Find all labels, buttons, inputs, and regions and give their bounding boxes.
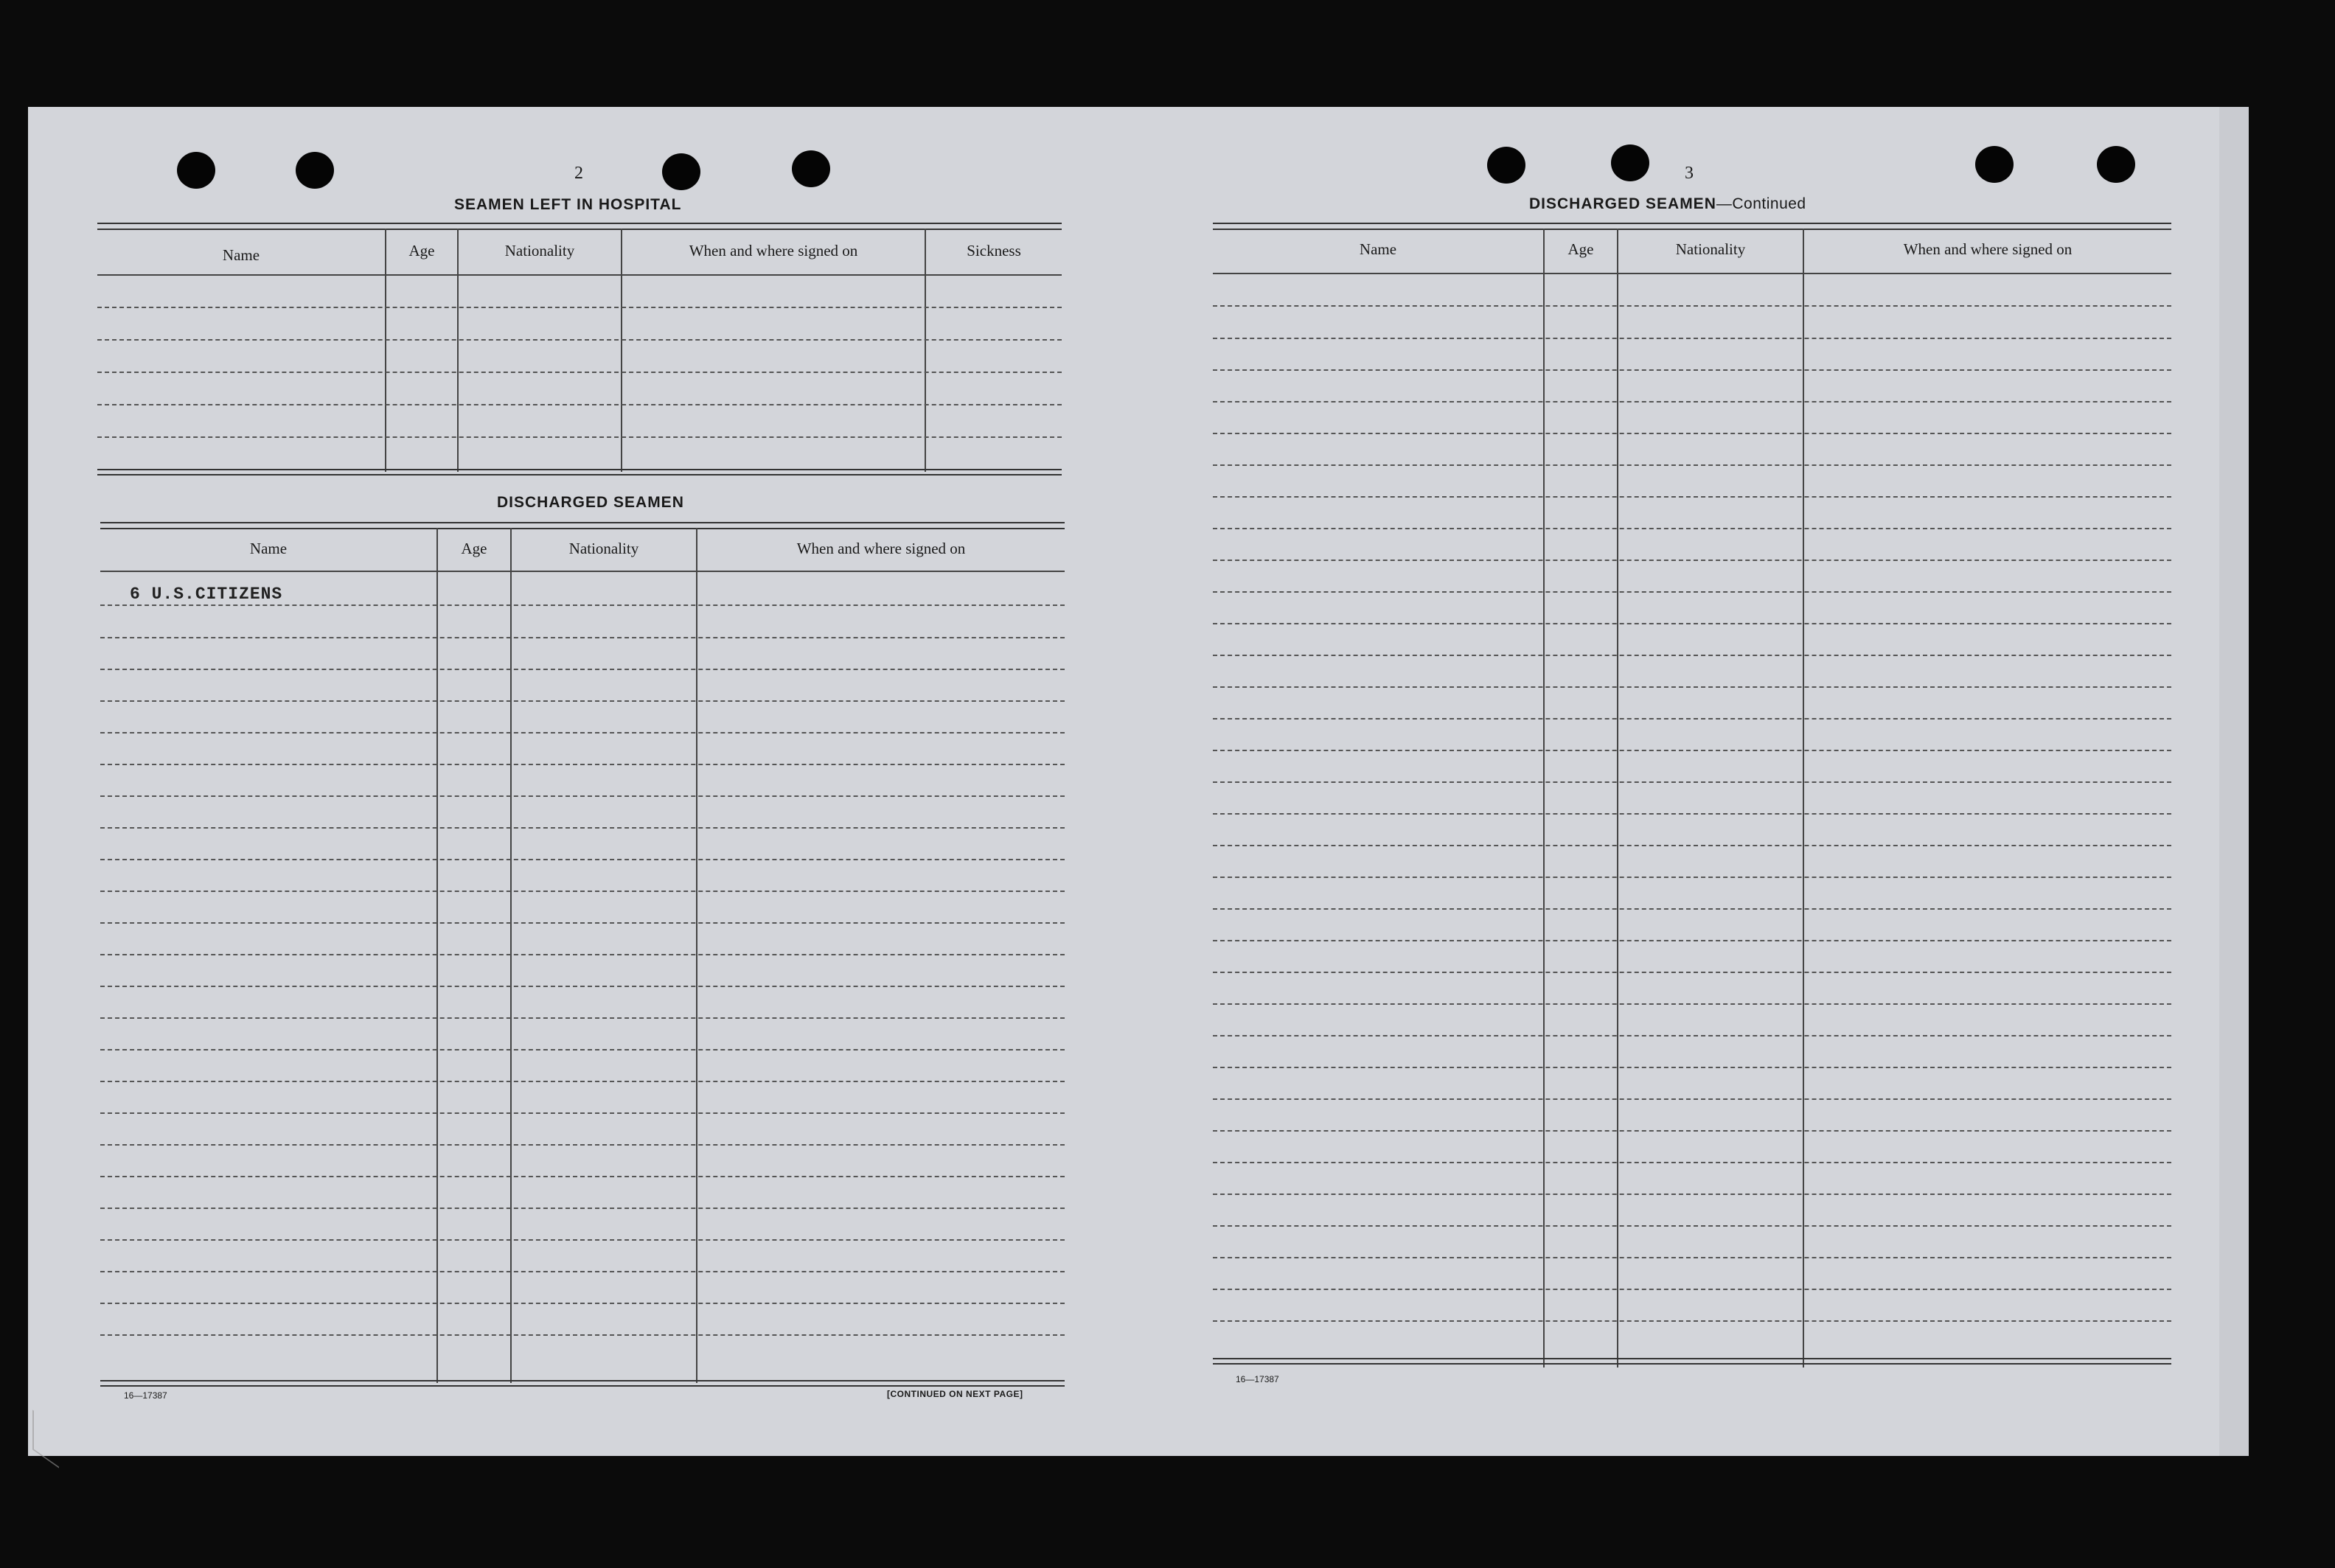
table-row — [1213, 1225, 2171, 1227]
hospital-section-title: SEAMEN LEFT IN HOSPITAL — [454, 196, 682, 213]
title-continued: —Continued — [1716, 195, 1806, 212]
discharged-table-left — [100, 522, 1065, 1384]
form-number-left: 16—17387 — [124, 1390, 167, 1401]
table-row — [1213, 591, 2171, 593]
table-row — [100, 922, 1065, 924]
table-row — [1213, 686, 2171, 688]
table-row — [1213, 369, 2171, 371]
table-row — [1213, 718, 2171, 719]
column-divider — [925, 229, 926, 472]
table-row — [1213, 496, 2171, 498]
header-rule — [1213, 273, 2171, 274]
page-edge — [2219, 107, 2249, 1456]
table-row — [97, 339, 1062, 341]
column-header-nationality: Nationality — [1675, 240, 1746, 258]
table-bottom-rule — [100, 1380, 1065, 1387]
table-top-rule — [97, 223, 1062, 230]
table-row — [100, 1049, 1065, 1050]
table-row — [1213, 1067, 2171, 1068]
typed-entry: 6 U.S.CITIZENS — [130, 585, 283, 604]
table-row — [1213, 750, 2171, 751]
column-divider — [436, 528, 438, 1383]
table-row — [1213, 940, 2171, 941]
table-row — [1213, 908, 2171, 910]
table-row — [100, 1144, 1065, 1146]
table-row — [100, 669, 1065, 670]
table-row — [100, 604, 1065, 606]
table-row — [1213, 877, 2171, 878]
table-row — [100, 891, 1065, 892]
table-row — [100, 1081, 1065, 1082]
hospital-table — [97, 223, 1062, 477]
table-row — [97, 307, 1062, 308]
table-bottom-rule — [97, 469, 1062, 475]
column-header-age: Age — [1567, 240, 1594, 258]
table-row — [1213, 560, 2171, 561]
table-row — [100, 700, 1065, 702]
table-row — [100, 1239, 1065, 1241]
column-divider — [621, 229, 622, 472]
table-row — [1213, 401, 2171, 403]
table-row — [1213, 1320, 2171, 1322]
table-row — [100, 859, 1065, 860]
column-header-sickness: Sickness — [967, 242, 1021, 259]
table-row — [1213, 623, 2171, 624]
punch-hole — [662, 153, 700, 190]
title-main: DISCHARGED SEAMEN — [1529, 195, 1716, 212]
column-divider — [696, 528, 697, 1383]
table-row — [1213, 464, 2171, 466]
table-top-rule — [100, 522, 1065, 529]
table-bottom-rule — [1213, 1358, 2171, 1365]
table-row — [100, 732, 1065, 734]
table-row — [100, 1303, 1065, 1304]
table-row — [100, 637, 1065, 638]
punch-hole — [2097, 146, 2135, 183]
column-header-age: Age — [461, 540, 487, 557]
table-row — [100, 827, 1065, 829]
column-header-nationality: Nationality — [568, 540, 639, 557]
column-divider — [1617, 229, 1618, 1367]
column-header-nationality: Nationality — [504, 242, 575, 259]
table-row — [1213, 845, 2171, 846]
page-number-right: 3 — [1685, 164, 1694, 183]
table-row — [1213, 1289, 2171, 1290]
column-divider — [385, 229, 386, 472]
column-divider — [457, 229, 459, 472]
continued-note: [CONTINUED ON NEXT PAGE] — [887, 1389, 1023, 1399]
column-header-signed-on: When and where signed on — [689, 242, 858, 259]
table-row — [100, 1271, 1065, 1272]
table-row — [1213, 1098, 2171, 1100]
discharged-table-right — [1213, 223, 2171, 1369]
table-row — [100, 764, 1065, 765]
column-divider — [1543, 229, 1545, 1367]
column-header-name: Name — [249, 540, 288, 557]
discharged-continued-title — [1529, 195, 1806, 213]
table-row — [1213, 972, 2171, 973]
table-row — [100, 1334, 1065, 1336]
column-header-name: Name — [1359, 240, 1397, 258]
table-row — [1213, 1162, 2171, 1163]
table-row — [100, 1017, 1065, 1019]
table-row — [100, 1208, 1065, 1209]
table-row — [97, 436, 1062, 438]
table-row — [1213, 781, 2171, 783]
table-row — [100, 795, 1065, 797]
table-row — [1213, 528, 2171, 529]
table-row — [1213, 1003, 2171, 1005]
punch-hole — [177, 152, 215, 189]
table-row — [97, 372, 1062, 373]
page-number-left: 2 — [574, 164, 583, 183]
table-row — [1213, 655, 2171, 656]
table-row — [100, 1176, 1065, 1177]
table-row — [1213, 1130, 2171, 1132]
punch-hole — [296, 152, 334, 189]
table-row — [1213, 1257, 2171, 1258]
column-header-age: Age — [408, 242, 435, 259]
table-row — [100, 986, 1065, 987]
column-divider — [510, 528, 512, 1383]
table-row — [1213, 813, 2171, 815]
table-row — [97, 404, 1062, 405]
punch-hole — [1975, 146, 2014, 183]
column-header-signed-on: When and where signed on — [1903, 240, 2073, 258]
form-number-right: 16—17387 — [1236, 1374, 1279, 1384]
table-row — [100, 954, 1065, 955]
header-rule — [100, 571, 1065, 572]
column-header-name: Name — [222, 246, 260, 264]
table-row — [1213, 338, 2171, 339]
table-top-rule — [1213, 223, 2171, 230]
column-header-signed-on: When and where signed on — [796, 540, 966, 557]
column-divider — [1803, 229, 1804, 1367]
punch-hole — [1611, 144, 1649, 181]
table-row — [1213, 305, 2171, 307]
table-row — [1213, 1194, 2171, 1195]
table-row — [1213, 1035, 2171, 1036]
discharged-section-title: DISCHARGED SEAMEN — [497, 494, 684, 511]
table-row — [100, 1112, 1065, 1114]
punch-hole — [792, 150, 830, 187]
punch-hole — [1487, 147, 1525, 184]
table-row — [1213, 433, 2171, 434]
header-rule — [97, 274, 1062, 276]
